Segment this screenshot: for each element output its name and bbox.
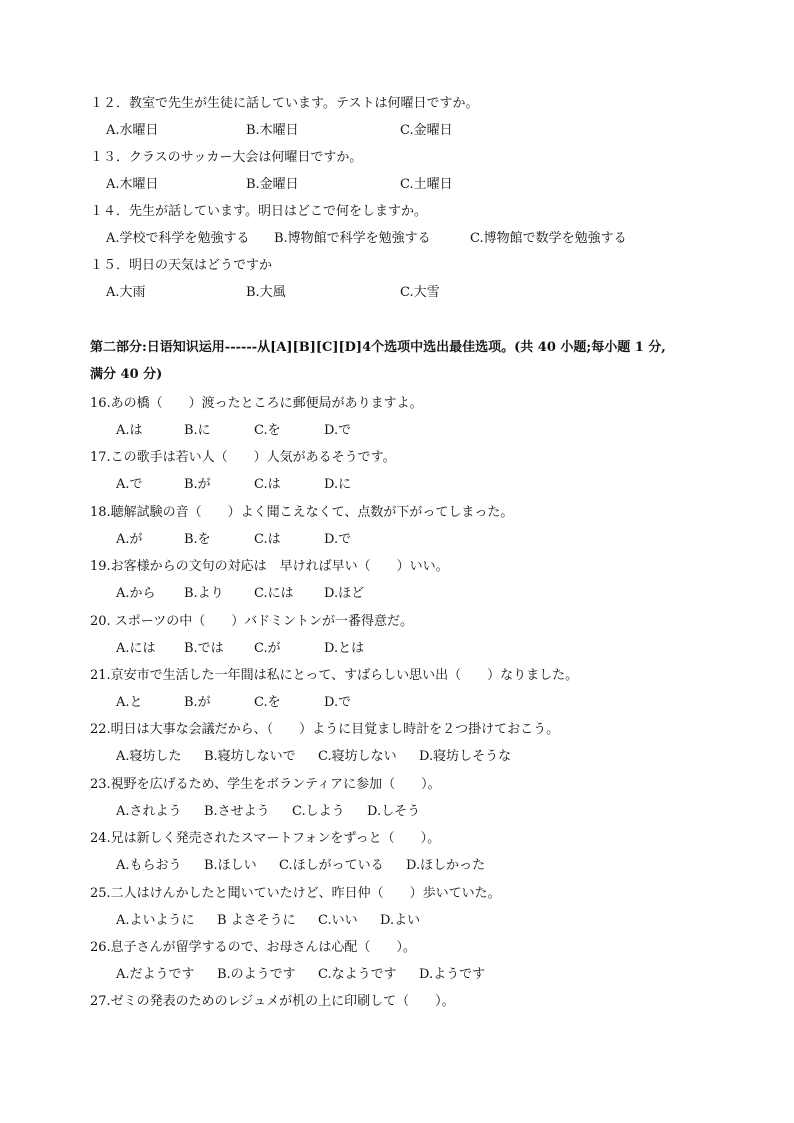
option-b: B.させよう <box>204 804 270 819</box>
question-13: １３．クラスのサッカー大会は何曜日ですか。 <box>90 150 363 165</box>
option-a: A.は <box>116 423 143 438</box>
option-c: C.を <box>254 423 281 438</box>
question-12: １２．教室で先生が生徒に話しています。テストは何曜日ですか。 <box>90 96 479 111</box>
option-b: B.ほしい <box>204 858 257 873</box>
option-a: A.水曜日 <box>106 123 159 138</box>
question-17: 17.この歌手は若い人（ ）人気があるそうです。 <box>90 450 396 465</box>
option-b: B.のようです <box>217 967 296 982</box>
option-a: A.で <box>116 477 143 492</box>
question-25: 25.二人はけんかしたと聞いていたけど、昨日仲（ ）歩いていた。 <box>90 886 501 901</box>
question-14: １４．先生が話しています。明日はどこで何をしますか。 <box>90 204 427 219</box>
option-c: C.土曜日 <box>400 177 453 192</box>
option-c: C.を <box>254 695 281 710</box>
option-d: D.で <box>324 423 352 438</box>
option-c: C.寝坊しない <box>318 749 397 764</box>
option-d: D.ほど <box>324 586 365 601</box>
option-d: D.しそう <box>367 804 421 819</box>
option-a: A.もらおう <box>116 858 182 873</box>
option-a: A.学校で科学を勉強する <box>106 231 250 246</box>
option-a: A.と <box>116 695 143 710</box>
option-b: B.より <box>184 586 224 601</box>
section-heading: 第二部分:日语知识运用------从[A][B][C][D]4个选项中选出最佳选项。(共 40 小题;每小题 1 分, <box>90 340 666 355</box>
option-b: B.寝坊しないで <box>204 749 296 764</box>
section-heading-cont: 满分 40 分) <box>90 367 163 382</box>
option-b: B.に <box>184 423 211 438</box>
option-a: A.されよう <box>116 804 182 819</box>
option-c: C.しよう <box>292 804 345 819</box>
option-b: B.木曜日 <box>246 123 299 138</box>
option-c: C.大雪 <box>400 285 440 300</box>
option-d: D.で <box>324 695 352 710</box>
option-d: D.に <box>324 477 352 492</box>
question-15: １５．明日の天気はどうですか <box>90 258 273 273</box>
option-a: A.が <box>116 532 143 547</box>
option-b: B.大風 <box>246 285 286 300</box>
option-d: D.とは <box>324 641 365 656</box>
option-b: B.博物館で科学を勉強する <box>274 231 431 246</box>
option-a: A.寝坊した <box>116 749 182 764</box>
question-19: 19.お客様からの文句の対応は 早ければ早い（ ）いい。 <box>90 559 449 574</box>
question-22: 22.明日は大事な会議だから、（ ）ように目覚まし時計を２つ掛けておこう。 <box>90 722 560 737</box>
option-d: D.ようです <box>419 967 486 982</box>
question-23: 23.視野を広げるため、学生をボランティアに参加（ ）。 <box>90 777 441 792</box>
option-b: B.では <box>184 641 224 656</box>
option-c: C.なようです <box>318 967 397 982</box>
question-26: 26.息子さんが留学するので、お母さんは心配（ ）。 <box>90 940 416 955</box>
option-b: B.金曜日 <box>246 177 299 192</box>
option-c: C.が <box>254 641 281 656</box>
option-a: A.には <box>116 641 156 656</box>
option-a: A.大雨 <box>106 285 146 300</box>
option-d: D.で <box>324 532 352 547</box>
question-16: 16.あの橋（ ）渡ったところに郵便局がありますよ。 <box>90 396 423 411</box>
question-20: 20. スポーツの中（ ）バドミントンが一番得意だ。 <box>90 614 414 629</box>
question-24: 24.兄は新しく発売されたスマートフォンをずっと（ ）。 <box>90 831 441 846</box>
option-b: B.を <box>184 532 211 547</box>
option-b: B.が <box>184 695 211 710</box>
option-c: C.ほしがっている <box>279 858 384 873</box>
option-c: C.は <box>254 477 281 492</box>
option-c: C.には <box>254 586 294 601</box>
option-a: A.木曜日 <box>106 177 159 192</box>
option-c: C.金曜日 <box>400 123 453 138</box>
option-a: A.から <box>116 586 156 601</box>
option-d: D.ほしかった <box>406 858 486 873</box>
option-c: C.は <box>254 532 281 547</box>
question-27: 27.ゼミの発表のためのレジュメが机の上に印刷して（ ）。 <box>90 994 455 1009</box>
option-b: B よさそうに <box>217 913 296 928</box>
option-d: D.寝坊しそうな <box>419 749 512 764</box>
option-c: C.博物館で数学を勉強する <box>470 231 627 246</box>
option-d: D.よい <box>380 913 421 928</box>
option-c: C.いい <box>318 913 358 928</box>
option-a: A.よいように <box>116 913 195 928</box>
option-a: A.だようです <box>116 967 195 982</box>
question-21: 21.京安市で生活した一年間は私にとって、すばらしい思い出（ ）なりました。 <box>90 668 579 683</box>
question-18: 18.聴解試験の音（ ）よく聞こえなくて、点数が下がってしまった。 <box>90 505 514 520</box>
option-b: B.が <box>184 477 211 492</box>
